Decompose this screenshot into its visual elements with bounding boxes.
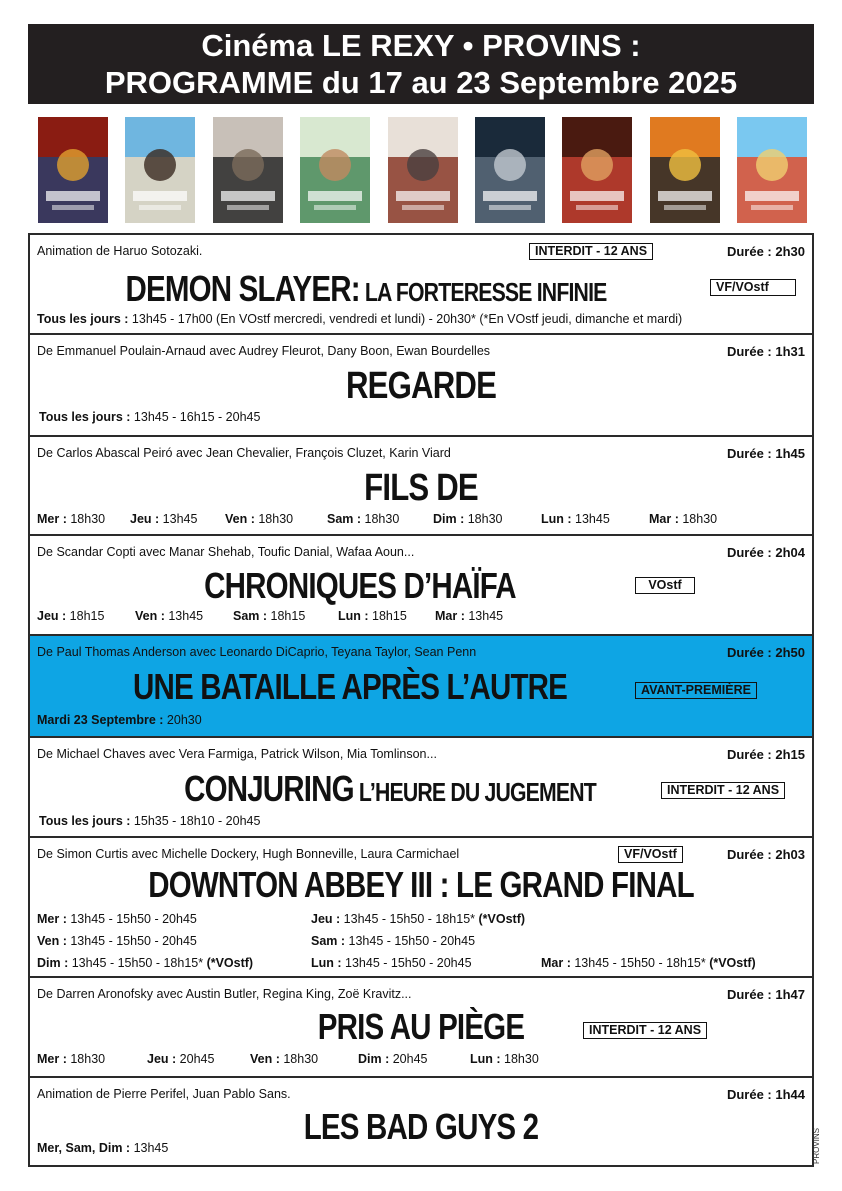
session-slot [135, 609, 203, 623]
film-credits: De Carlos Abascal Peiró avec Jean Chevalier, François Cluzet, Karin Viard [37, 446, 451, 460]
film-duration: Durée : 1h47 [726, 987, 805, 1002]
side-label: PROVINS [812, 1128, 821, 1165]
showtimes-line [39, 814, 260, 828]
film-title [90, 268, 641, 310]
session-note: (*VOstf) [709, 956, 756, 970]
poster-strip [38, 117, 808, 223]
showtimes-label: Tous les jours : [39, 410, 131, 424]
version-badge: VF/VOstf [618, 846, 683, 863]
session-time: 20h45 [389, 1052, 428, 1066]
session-slot [37, 512, 105, 526]
showtimes-text: 15h35 - 18h10 - 20h45 [130, 814, 261, 828]
session-slot [338, 609, 407, 623]
showtimes-label: Tous les jours : [37, 312, 129, 326]
session-day: Mar : [435, 609, 465, 623]
poster-conjuring [475, 117, 545, 223]
session-time: 13h45 - 15h50 - 18h15* [340, 912, 479, 926]
showtimes-text: 13h45 - 17h00 (En VOstf mercredi, vendredi et lundi) - 20h30* (*En VOstf jeudi, dimanche et mardi) [128, 312, 683, 326]
session-slot [37, 956, 253, 970]
session-day: Jeu : [311, 912, 341, 926]
session-time: 18h30 [678, 512, 718, 526]
poster-regarde [125, 117, 195, 223]
session-day: Ven : [135, 609, 165, 623]
page-header [28, 24, 814, 104]
session-day: Lun : [311, 956, 342, 970]
session-slot [433, 512, 502, 526]
session-slot [435, 609, 503, 623]
session-day: Mar : [541, 956, 571, 970]
session-time: 13h45 [164, 609, 204, 623]
session-time: 18h30 [500, 1052, 539, 1066]
film-title: LES BAD GUYS 2 [303, 1106, 539, 1147]
session-time: 13h45 - 15h50 - 18h15* [570, 956, 710, 970]
poster-downton-abbey [562, 117, 632, 223]
session-time: 13h45 [571, 512, 610, 526]
film-title [95, 768, 685, 810]
film-row [30, 335, 812, 437]
film-row [30, 536, 812, 636]
film-title-sub: LA FORTERESSE INFINIE [359, 279, 607, 307]
session-time: 13h45 - 15h50 - 20h45 [66, 934, 197, 948]
film-row [30, 437, 812, 536]
session-time: 18h15 [66, 609, 105, 623]
session-day: Ven : [225, 512, 255, 526]
film-credits: De Michael Chaves avec Vera Farmiga, Patrick Wilson, Mia Tomlinson... [37, 747, 437, 761]
version-badge: VF/VOstf [710, 279, 796, 296]
film-credits: Animation de Pierre Perifel, Juan Pablo Sans. [37, 1087, 291, 1101]
header-line-2: PROGRAMME du 17 au 23 Septembre 2025 [104, 65, 738, 100]
session-time: 13h45 - 15h50 - 20h45 [341, 956, 472, 970]
session-day: Dim : [358, 1052, 390, 1066]
session-time: 18h30 [279, 1052, 319, 1066]
session-time: 18h30 [254, 512, 294, 526]
film-row [30, 1078, 812, 1165]
session-time: 18h30 [66, 512, 106, 526]
session-day: Sam : [311, 934, 346, 948]
session-slot [327, 512, 399, 526]
showtimes-line [39, 410, 260, 424]
session-time: 13h45 - 15h50 - 18h15* [68, 956, 207, 970]
session-time: 18h15 [267, 609, 306, 623]
session-day: Jeu : [147, 1052, 177, 1066]
poster-fils-de [213, 117, 283, 223]
film-title: UNE BATAILLE APRÈS L’AUTRE [132, 666, 568, 707]
session-slot [37, 1052, 105, 1066]
poster-pris-au-piege [650, 117, 720, 223]
session-time: 13h45 - 15h50 - 20h45 [66, 912, 197, 926]
showtimes-label: Mardi 23 Septembre : [37, 713, 164, 727]
poster-bad-guys-2 [737, 117, 807, 223]
poster-chroniques-haifa [300, 117, 370, 223]
film-row-highlighted [30, 636, 812, 738]
film-row [30, 978, 812, 1078]
session-time: 20h45 [176, 1052, 215, 1066]
session-slot [311, 934, 475, 948]
header-line-1: Cinéma LE REXY • PROVINS : [201, 28, 641, 63]
session-slot [37, 934, 197, 948]
session-slot [37, 912, 197, 926]
session-slot [541, 956, 756, 970]
film-title-sub: L’HEURE DU JUGEMENT [353, 779, 596, 807]
session-day: Mer : [37, 512, 67, 526]
film-duration: Durée : 1h45 [726, 446, 805, 461]
showtimes-line [37, 713, 202, 727]
film-title-main: CONJURING [184, 768, 354, 809]
session-time: 13h45 [464, 609, 504, 623]
session-time: 18h30 [66, 1052, 106, 1066]
session-day: Mer : [37, 1052, 67, 1066]
session-slot [470, 1052, 539, 1066]
session-day: Mer : [37, 912, 67, 926]
session-day: Sam : [327, 512, 362, 526]
film-duration: Durée : 2h03 [726, 847, 805, 862]
film-credits: De Scandar Copti avec Manar Shehab, Toufic Danial, Wafaa Aoun... [37, 545, 415, 559]
session-day: Lun : [470, 1052, 501, 1066]
session-day: Ven : [250, 1052, 280, 1066]
session-time: 13h45 - 15h50 - 20h45 [345, 934, 476, 948]
session-slot [225, 512, 293, 526]
session-day: Jeu : [37, 609, 67, 623]
session-day: Dim : [37, 956, 69, 970]
session-slot [649, 512, 717, 526]
session-day: Dim : [433, 512, 465, 526]
session-slot [541, 512, 610, 526]
event-badge: AVANT-PREMIÈRE [635, 682, 757, 699]
film-duration: Durée : 2h50 [726, 645, 805, 660]
film-title: REGARDE [345, 365, 497, 407]
film-credits: De Darren Aronofsky avec Austin Butler, Regina King, Zoë Kravitz... [37, 987, 412, 1001]
age-rating-badge: INTERDIT - 12 ANS [529, 243, 653, 260]
film-duration: Durée : 2h15 [726, 747, 805, 762]
showtimes-text: 20h30 [163, 713, 202, 727]
program-table [28, 233, 814, 1167]
session-day: Ven : [37, 934, 67, 948]
session-slot [130, 512, 197, 526]
film-row [30, 838, 812, 978]
film-row [30, 738, 812, 838]
session-note: (*VOstf) [478, 912, 526, 926]
film-credits: De Paul Thomas Anderson avec Leonardo DiCaprio, Teyana Taylor, Sean Penn [37, 645, 477, 659]
session-time: 18h30 [361, 512, 400, 526]
age-rating-badge: INTERDIT - 12 ANS [583, 1022, 707, 1039]
session-day: Lun : [541, 512, 572, 526]
showtimes-text: 13h45 [130, 1141, 169, 1155]
showtimes-line [37, 312, 682, 326]
version-badge: VOstf [635, 577, 695, 594]
film-duration: Durée : 1h31 [726, 344, 805, 359]
film-duration: Durée : 2h04 [726, 545, 805, 560]
session-time: 13h45 [159, 512, 198, 526]
film-credits: Animation de Haruo Sotozaki. [37, 244, 203, 258]
session-slot [147, 1052, 214, 1066]
film-duration: Durée : 2h30 [726, 244, 805, 259]
session-time: 18h15 [368, 609, 407, 623]
session-day: Lun : [338, 609, 369, 623]
session-slot [37, 609, 104, 623]
session-time: 18h30 [464, 512, 503, 526]
session-day: Sam : [233, 609, 268, 623]
film-title: PRIS AU PIÈGE [317, 1006, 525, 1047]
age-rating-badge: INTERDIT - 12 ANS [661, 782, 785, 799]
film-title-main: DEMON SLAYER: [125, 268, 360, 309]
showtimes-label: Mer, Sam, Dim : [37, 1141, 131, 1155]
film-duration: Durée : 1h44 [726, 1087, 805, 1102]
showtimes-line [37, 1141, 168, 1155]
film-credits: De Emmanuel Poulain-Arnaud avec Audrey Fleurot, Dany Boon, Ewan Bourdelles [37, 344, 491, 358]
poster-demon-slayer [38, 117, 108, 223]
poster-une-bataille [388, 117, 458, 223]
session-note: (*VOstf) [206, 956, 254, 970]
session-slot [358, 1052, 427, 1066]
film-row [30, 235, 812, 335]
session-slot [311, 956, 472, 970]
session-day: Mar : [649, 512, 679, 526]
session-slot [250, 1052, 318, 1066]
film-title: FILS DE [364, 467, 478, 509]
session-slot [311, 912, 525, 926]
film-credits: De Simon Curtis avec Michelle Dockery, Hugh Bonneville, Laura Carmichael [37, 847, 460, 861]
session-day: Jeu : [130, 512, 160, 526]
showtimes-text: 13h45 - 16h15 - 20h45 [130, 410, 261, 424]
session-slot [233, 609, 305, 623]
showtimes-label: Tous les jours : [39, 814, 131, 828]
film-title: DOWNTON ABBEY III : LE GRAND FINAL [148, 864, 694, 905]
film-title: CHRONIQUES D’HAÏFA [204, 565, 516, 606]
